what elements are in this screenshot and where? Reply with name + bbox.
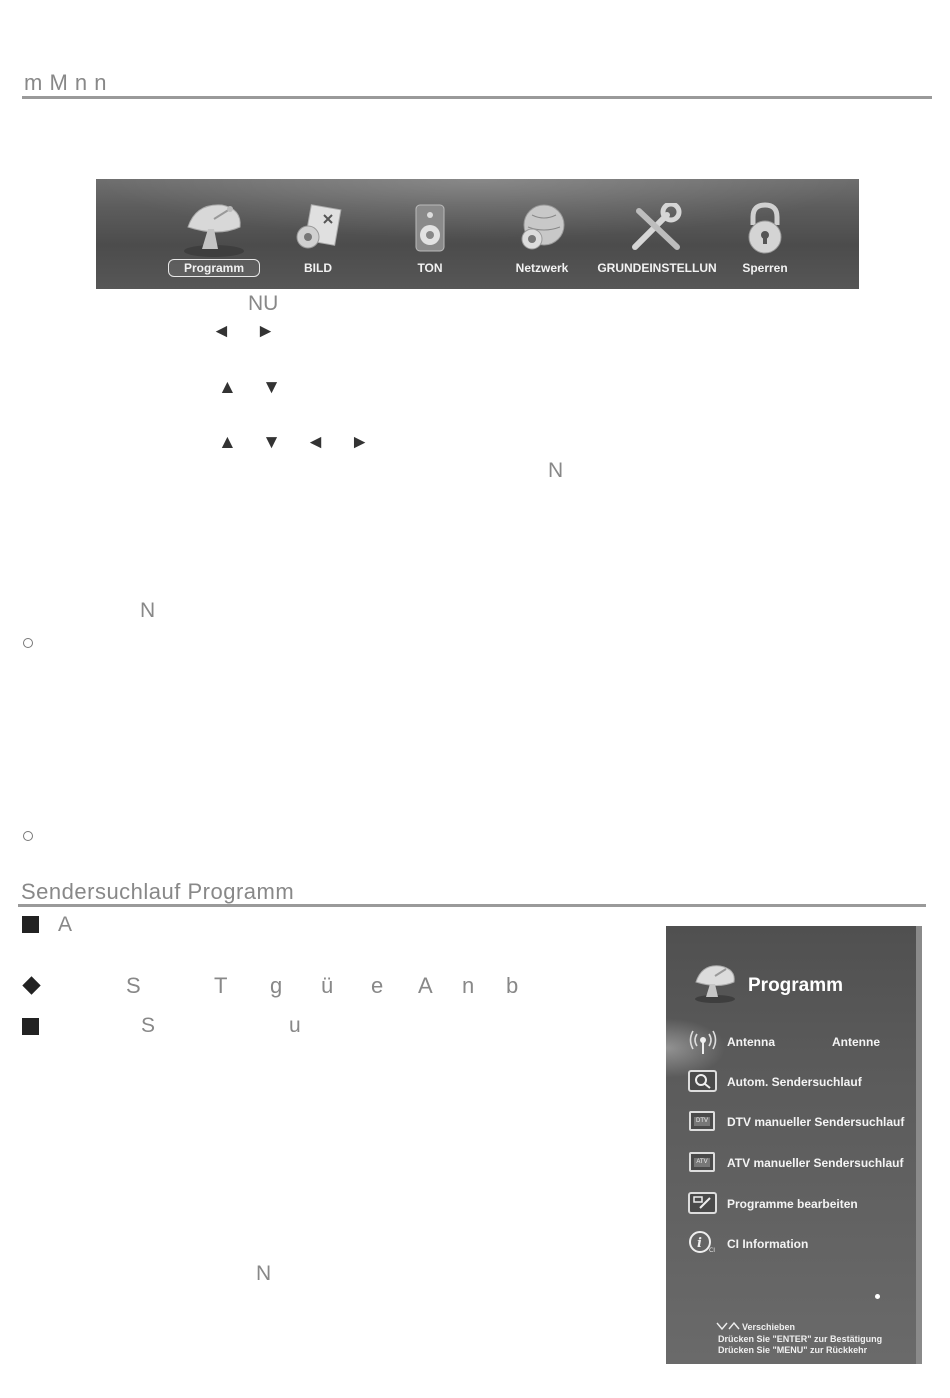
globe-network-icon: [514, 201, 570, 255]
menu-item-label: TON: [417, 261, 443, 275]
up-down-nav-icon: [716, 1322, 740, 1330]
menu-item-bild[interactable]: [268, 179, 368, 289]
dtv-icon: [688, 1108, 718, 1134]
heading-rule: [18, 904, 926, 907]
tools-icon: [627, 203, 687, 253]
panel-title: Programm: [748, 975, 844, 996]
panel-item-dtv-manual[interactable]: [688, 1108, 914, 1138]
text-fragment-a: A: [58, 913, 73, 936]
text-fragment-s: S: [141, 1014, 156, 1037]
panel-item-ci-information[interactable]: [688, 1230, 914, 1260]
panel-item-label: ATV manueller Sendersuchlauf: [727, 1156, 904, 1170]
picture-settings-icon: [290, 203, 346, 253]
left-right-arrows-icon: ◄ ►: [212, 321, 285, 342]
search-icon: [688, 1068, 718, 1094]
spread-letter: e: [371, 973, 384, 998]
menu-item-label: GRUNDEINSTELLUN: [597, 261, 717, 275]
panel-item-label: Programme bearbeiten: [727, 1197, 858, 1211]
spread-letter: T: [214, 973, 228, 998]
square-bullet-icon: [22, 916, 39, 933]
spread-letter: A: [418, 973, 433, 998]
circle-bullet-icon: [23, 638, 33, 648]
all-arrows-icon: ▲ ▼ ◄ ►: [218, 432, 380, 453]
spread-letter: ü: [321, 973, 334, 998]
lock-icon: [743, 201, 787, 255]
svg-text:i: i: [697, 1236, 702, 1251]
footer-enter-hint: Drücken Sie "ENTER" zur Bestätigung: [718, 1334, 883, 1344]
atv-badge: ATV: [694, 1158, 710, 1167]
panel-item-auto-search[interactable]: [688, 1068, 914, 1098]
antenna-icon: [688, 1028, 718, 1054]
footer-move-hint: Verschieben: [742, 1322, 796, 1332]
panel-item-label: CI Information: [727, 1237, 809, 1251]
text-fragment-n: N: [140, 599, 156, 622]
menu-item-label: Netzwerk: [515, 261, 569, 275]
spread-letter: S: [126, 973, 141, 998]
panel-item-value: Antenne: [832, 1035, 880, 1049]
menu-item-grundeinstellungen[interactable]: [592, 179, 722, 289]
text-fragment-u: u: [289, 1014, 301, 1037]
satellite-dish-icon: [690, 960, 740, 1004]
section-heading-sendersuchlauf: Sendersuchlauf Programm: [21, 879, 295, 904]
heading-rule: [22, 96, 932, 99]
text-fragment-nu: NU: [248, 292, 279, 315]
square-bullet-icon: [22, 1018, 39, 1035]
spread-letter: g: [270, 973, 283, 998]
panel-item-edit-programs[interactable]: [688, 1190, 914, 1220]
panel-item-antenna[interactable]: [688, 1028, 914, 1058]
panel-item-atv-manual[interactable]: [688, 1149, 914, 1179]
section-heading-menu: m M n n: [24, 70, 107, 95]
edit-icon: [688, 1190, 718, 1216]
panel-edge: [916, 926, 922, 1364]
diamond-bullet-icon: [22, 976, 40, 994]
menu-item-sperren[interactable]: [722, 179, 808, 289]
menu-item-programm[interactable]: [160, 179, 268, 289]
menu-item-label: BILD: [304, 261, 332, 275]
main-menu-bar: [96, 179, 859, 289]
menu-item-ton[interactable]: [380, 179, 480, 289]
menu-item-netzwerk[interactable]: [492, 179, 592, 289]
satellite-dish-icon: [178, 197, 250, 259]
ci-info-icon: [688, 1230, 718, 1256]
menu-item-label: Sperren: [742, 261, 788, 275]
svg-text:CI: CI: [709, 1247, 715, 1254]
spread-letter: b: [506, 973, 519, 998]
dtv-badge: DTV: [696, 1118, 708, 1124]
menu-item-label: Programm: [168, 259, 260, 277]
panel-item-label: DTV manueller Sendersuchlauf: [727, 1115, 905, 1129]
atv-icon: [688, 1149, 718, 1175]
text-fragment-n: N: [548, 459, 564, 482]
circle-bullet-icon: [23, 831, 33, 841]
up-down-arrows-icon: ▲ ▼: [218, 377, 291, 398]
panel-item-label: Antenna: [727, 1035, 775, 1049]
panel-item-label: Autom. Sendersuchlauf: [727, 1075, 862, 1089]
programm-menu-panel: [666, 926, 922, 1364]
text-fragment-n: N: [256, 1262, 272, 1285]
footer-menu-hint: Drücken Sie "MENU" zur Rückkehr: [718, 1345, 868, 1355]
spread-letter: n: [462, 973, 475, 998]
speaker-icon: [412, 203, 448, 255]
indicator-dot: [875, 1294, 880, 1299]
